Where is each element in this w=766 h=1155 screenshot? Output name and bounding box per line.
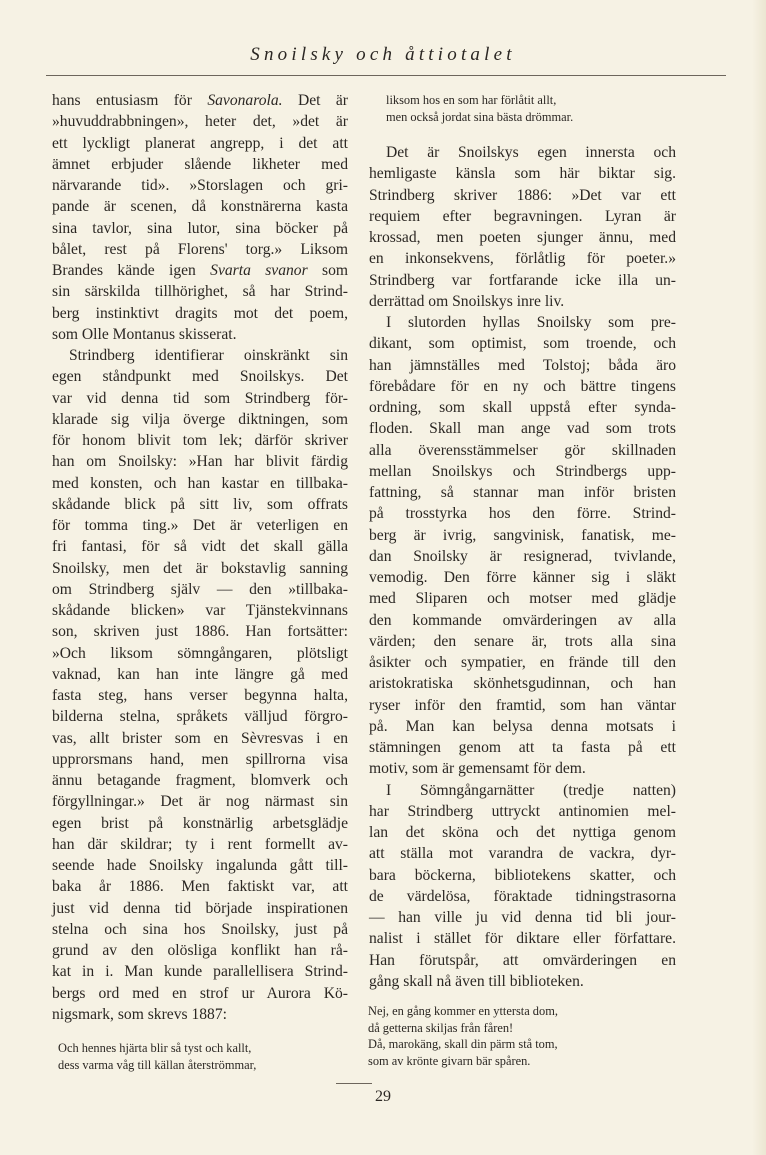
text-line: sina tavlor, sina lutor, sina böcker på [52,219,348,237]
right-poem-top [386,92,573,125]
text-line: aristokratiska skönhetsgudinnan, och han [369,675,676,693]
text-line: requiem efter begravningen. Lyran är [369,207,676,225]
italic-title: Savonarola. [207,92,283,109]
text-line: värden; den senare är, trots alla sina [369,632,676,650]
poem-line: Nej, en gång kommer en yttersta dom, [368,1004,558,1018]
text-line: just vid denna tid började inspirationen [52,899,348,917]
text-line: stelna och sina hos Snoilsky, just på [52,920,348,938]
text-line: en inkonsekvens, förlåtlig för poeter.» [369,250,676,268]
text-line: Strindberg var fortfarande icke illa un- [369,271,676,289]
poem-line: men också jordat sina bästa drömmar. [386,109,574,124]
text-line: Strindberg identifierar oinskränkt sin [69,347,348,364]
poem-line: dess varma våg till källan återströmmar, [58,1057,257,1072]
text-line: sin särskilda tillhörighet, så har Strind- [52,283,348,301]
text-line: nalist i stället för diktare eller författare. [369,930,676,948]
text-line: nigsmark, som skrevs 1887: [52,1005,227,1023]
text-line: ett lyckligt planerat angrepp, i det att [52,134,348,152]
text-line: skådande blick på sitt liv, som offrats [52,495,348,513]
text-line: närvarande tid». »Storslagen och gri- [52,177,348,194]
text-line: för honom blivit tom lek; därför skriver [52,432,348,449]
text-line: krossad, men poeten sjunger ännu, med [369,229,676,246]
text-line: »Och liksom sömngångaren, plötsligt [52,644,348,662]
text-line: var vid denna tid som Strindberg för- [52,389,348,407]
text-line: bålet, rest på Florens' torg.» Liksom [52,240,348,258]
poem-line: liksom hos en som har förlåtit allt, [386,93,557,107]
italic-title: Svarta svanor [210,262,308,279]
text-line: grund av den olösliga konflikt han rå- [52,942,348,959]
text-line: förebådare för en ny och bättre tingens [369,377,676,395]
text-line: upprorsmans hand, men spillrorna visa [52,750,348,768]
text-line: pande är scenen, då konstnärerna kasta [52,198,348,216]
text-line: motiv, som är gemensamt för dem. [369,760,586,778]
text-line: egen brist på konstnärlig arbetsglädje [52,814,348,832]
text-line: floden. Skall man ange vad som trots [369,420,676,438]
text-line: vaknad, kan han inte längre gå med [52,665,348,683]
text-line: skådande blicken» var Tjänstekvinnans [52,602,348,619]
text-line: förgyllningar.» Det är nog närmast sin [52,793,348,811]
text-line: klarade sig vilja överge diktningen, som [52,410,348,428]
text-line: bilderna stelna, språkets välljud förgro- [52,708,348,726]
text-line: Han förutspår, att omvärderingen en [369,951,676,969]
text-line: om Strindberg själv — den »tillbaka- [52,580,348,598]
text-line: I slutorden hyllas Snoilsky som pre- [386,314,676,331]
poem-line: Och hennes hjärta blir så tyst och kallt, [58,1041,252,1055]
text-line: bergs ord med en strof ur Aurora Kö- [52,984,348,1002]
text-line: på trosstyrka hos den förre. Strind- [369,505,676,523]
text-line: de värdelösa, föraktade tidningstrasorna [369,887,676,905]
text-line: gång skall nå även till biblioteken. [369,972,584,990]
text-line: lan det sköna och det nyttiga genom [369,824,676,841]
text-line: åsikter och sympatier, en frände till den [369,654,676,671]
text-line [52,90,348,111]
text-line: fasta steg, hans verser begynna halta, [52,687,348,704]
text-line: berg instinktivt dragits mot det poem, [52,304,348,322]
text-line: hemligaste känsla som här biktar sig. [369,165,676,183]
right-column [369,142,676,992]
text-line: har Strindberg uttryckt antinomien mel- [369,802,676,820]
text-line: med Sliparen och motser med glädje [369,590,676,608]
text-line: alla överensstämmelser gör skillnaden [369,441,676,459]
text-line: att ställa mot varandra de vackra, dyr- [369,845,676,863]
text-segment: Brandes kände igen [52,262,211,279]
text-line: derrättad om Snoilskys inre liv. [369,292,565,310]
text-line: som Olle Montanus skisserat. [52,325,237,343]
text-line: han jämnställes med Tolstoj; båda äro [369,356,676,374]
running-header: Snoilsky och åttiotalet [250,44,516,65]
text-line: stämningen genom att ta fasta på ett [369,739,676,756]
text-line: fattning, så stannar man inför bristen [369,484,676,501]
text-line [52,260,348,281]
text-line: egen ståndpunkt med Snoilskys. Det [52,368,348,386]
text-segment: som [307,262,348,279]
text-line: — han ville ju vid denna tid bli jour- [369,909,676,926]
text-line: berg är ivrig, sangvinisk, fanatisk, me- [369,526,676,544]
left-poem [58,1040,256,1073]
text-line: mellan Snoilskys och Strindbergs upp- [369,462,676,480]
poem-line: då getterna skiljas från fåren! [368,1020,514,1035]
text-line: »huvuddrabbningen», heter det, »det är [52,113,348,131]
page-edge-shadow [752,0,766,1155]
text-line: Strindberg skriver 1886: »Det var ett [369,186,676,204]
page-number-rule [336,1083,372,1084]
text-line: dan Snoilsky är resignerad, tvivlande, [369,547,676,565]
text-line: ännu betagande fragment, blomverk och [52,772,348,789]
text-line: ordning, som skall uppstå efter synda- [369,399,676,416]
text-line: Snoilsky, men det är bokstavlig sanning [52,559,348,577]
text-line: I Sömngångarnätter (tredje natten) [386,781,676,799]
text-line: för tomma ting.» Det är veterligen en [52,517,348,534]
text-line: baka år 1886. Men faktiskt var, att [52,878,348,896]
text-line: Det är Snoilskys egen innersta och [386,144,676,161]
text-line: dikant, som optimist, som troende, och [369,335,676,353]
text-line: på. Man kan belysa denna motsats i [369,717,676,735]
text-line: kat in i. Man kunde parallellisera Strind- [52,963,348,981]
text-line: bara böckerna, bibliotekens skatter, och [369,866,676,884]
left-column [52,90,348,1025]
text-line: vas, allt brister som en Sèvresvas i en [52,729,348,747]
text-line: ämnet erbjuder slående likheter med [52,155,348,173]
header-rule [46,75,726,76]
text-segment: Det är [282,92,348,109]
text-line: ryser inför den framtid, som han väntar [369,696,676,714]
text-line: med konsten, och han kastar en tillbaka- [52,474,348,492]
text-line: han om Snoilsky: »Han har blivit färdig [52,453,348,471]
poem-line: Då, marokäng, skall din pärm stå tom, [368,1037,558,1051]
poem-line: som av krönte givarn bär spåren. [368,1053,531,1068]
text-line: den kommande omvärderingen av alla [369,611,676,629]
text-segment: hans entusiasm för [52,92,208,109]
text-line: son, skriven just 1886. Han fortsätter: [52,623,348,641]
page-number: 29 [375,1088,391,1105]
text-line: seende hade Snoilsky ingalunda gått till- [52,857,348,874]
text-line: fri fantasi, för så vidt det skall gälla [52,538,348,556]
right-poem-bottom [368,1003,558,1069]
text-line: vemodig. Den förre känner sig i släkt [369,569,676,586]
text-line: han där skildrar; ty i rent formellt av- [52,835,348,853]
